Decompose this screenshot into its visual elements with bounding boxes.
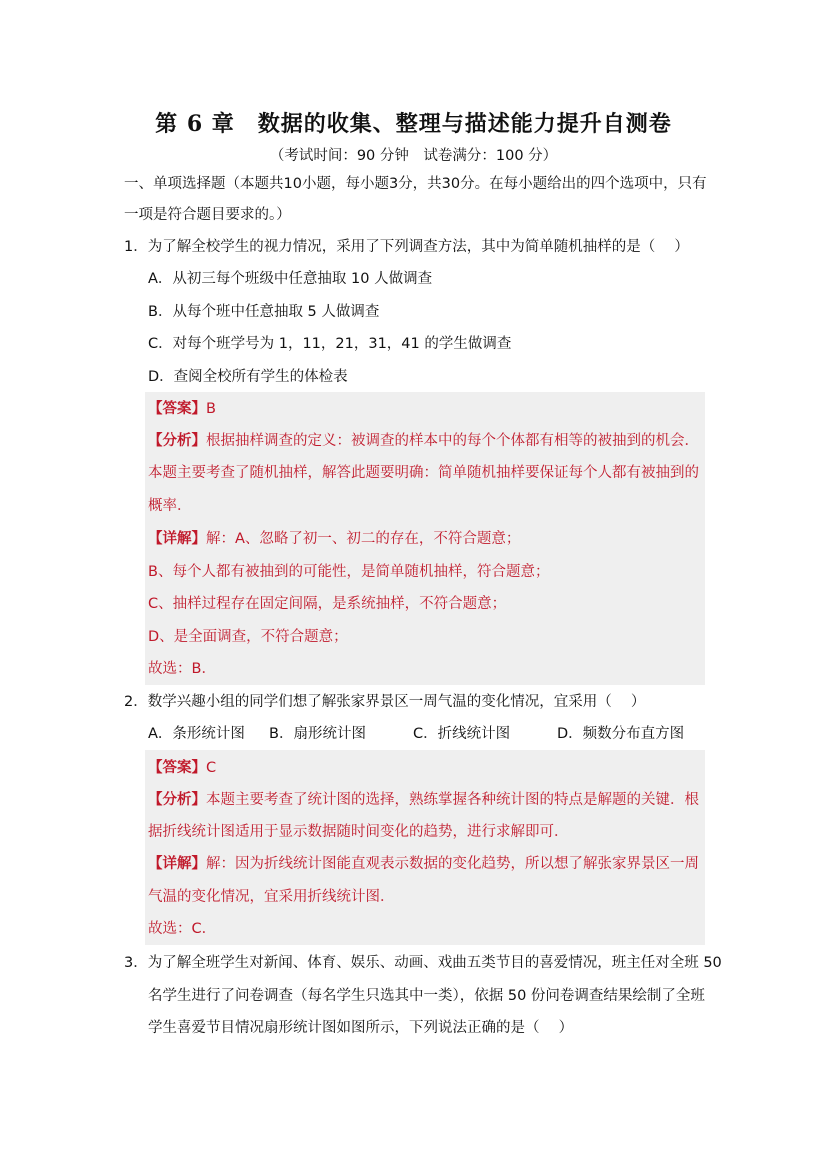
q1-option-a: A．从初三每个班级中任意抽取 10 人做调查 xyxy=(148,271,433,287)
detail-text: 解：A、忽略了初一、初二的存在，不符合题意； xyxy=(206,531,521,547)
q1-analysis-line2: 本题主要考查了随机抽样，解答此题要明确：简单随机抽样要保证每个人都有被抽到的 xyxy=(148,465,699,481)
q1-stem: 1．为了解全校学生的视力情况，采用了下列调查方法，其中为简单随机抽样的是（ ） xyxy=(124,239,689,255)
q2-answer-block xyxy=(145,750,705,945)
q1-analysis-line3: 概率． xyxy=(148,498,192,514)
q2-detail-line1 xyxy=(148,854,699,874)
q1-detail-line4: D、是全面调查，不符合题意； xyxy=(148,629,348,645)
q1-option-b: B．从每个班中任意抽取 5 人做调查 xyxy=(148,304,380,320)
q1-answer-line xyxy=(148,399,216,419)
section-heading-line2: 一项是符合题目要求的。） xyxy=(124,207,291,223)
detail-tag: 【详解】 xyxy=(148,856,206,872)
q1-choose: 故选：B． xyxy=(148,661,216,677)
q2-option-d: D．频数分布直方图 xyxy=(557,726,685,742)
analysis-text: 根据抽样调查的定义：被调查的样本中的每个个体都有相等的被抽到的机会． xyxy=(206,433,699,449)
detail-tag: 【详解】 xyxy=(148,531,206,547)
answer-tag: 【答案】 xyxy=(148,401,206,417)
answer-value: C xyxy=(206,760,217,776)
answer-tag: 【答案】 xyxy=(148,760,206,776)
q2-analysis-line1 xyxy=(148,790,699,810)
q2-option-a: A．条形统计图 xyxy=(148,726,245,742)
analysis-tag: 【分析】 xyxy=(148,433,206,449)
q1-analysis-line1 xyxy=(148,431,699,451)
page-subtitle: （考试时间：90 分钟 试卷满分：100 分） xyxy=(269,148,558,164)
q2-choose: 故选：C． xyxy=(148,921,217,937)
q1-detail-line3: C、抽样过程存在固定间隔，是系统抽样，不符合题意； xyxy=(148,596,507,612)
q1-option-c: C．对每个班学号为 1，11，21，31，41 的学生做调查 xyxy=(148,336,512,352)
q2-detail-line2: 气温的变化情况，宜采用折线统计图． xyxy=(148,889,395,905)
q3-stem-line2: 名学生进行了问卷调查（每名学生只选其中一类），依据 50 份问卷调查结果绘制了全班 xyxy=(148,988,705,1004)
q2-stem: 2．数学兴趣小组的同学们想了解张家界景区一周气温的变化情况，宜采用（ ） xyxy=(124,694,646,710)
page-title: 第 6 章 数据的收集、整理与描述能力提升自测卷 xyxy=(155,111,672,137)
analysis-tag: 【分析】 xyxy=(148,792,206,808)
q1-option-d: D．查阅全校所有学生的体检表 xyxy=(148,369,348,385)
q2-analysis-line2: 据折线统计图适用于显示数据随时间变化的趋势，进行求解即可． xyxy=(148,824,569,840)
q3-stem-line3: 学生喜爱节目情况扇形统计图如图所示，下列说法正确的是（ ） xyxy=(148,1020,574,1036)
section-heading-line1: 一、单项选择题（本题共10小题，每小题3分，共30分。在每小题给出的四个选项中，只有 xyxy=(124,176,707,192)
analysis-text: 本题主要考查了统计图的选择，熟练掌握各种统计图的特点是解题的关键．根 xyxy=(206,792,699,808)
q1-detail-line1 xyxy=(148,529,520,549)
q2-option-b: B．扇形统计图 xyxy=(269,726,366,742)
q2-answer-line xyxy=(148,758,216,778)
q1-detail-line2: B、每个人都有被抽到的可能性，是简单随机抽样，符合题意； xyxy=(148,564,550,580)
answer-value: B xyxy=(206,401,216,417)
q2-option-c: C．折线统计图 xyxy=(413,726,511,742)
q3-stem-line1: 3．为了解全班学生对新闻、体育、娱乐、动画、戏曲五类节目的喜爱情况，班主任对全班 50 xyxy=(124,955,722,971)
detail-text: 解：因为折线统计图能直观表示数据的变化趋势，所以想了解张家界景区一周 xyxy=(206,856,699,872)
